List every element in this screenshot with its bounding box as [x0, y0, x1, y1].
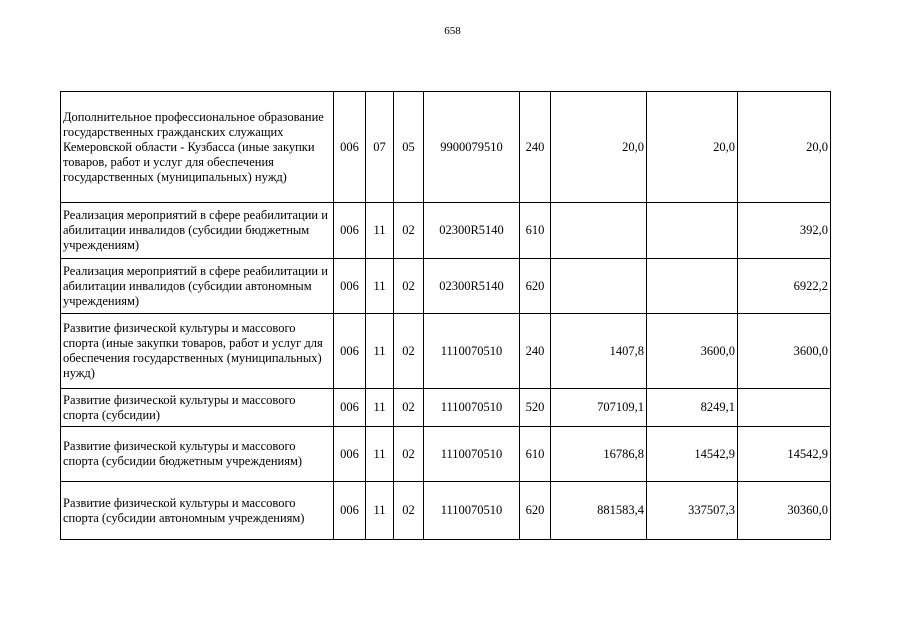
row-name: Развитие физической культуры и массового спорта (субсидии)	[61, 389, 334, 427]
subsection-code: 02	[394, 259, 424, 314]
target-article-code: 02300R5140	[424, 259, 520, 314]
row-name: Дополнительное профессиональное образование государственных гражданских служащих Кемеровской области - Кузбасса (иные закупки товаров, работ и услуг для обеспечения государственных (муниципальных) нужд)	[61, 92, 334, 203]
page-number: 658	[444, 25, 461, 37]
target-article-code: 1110070510	[424, 389, 520, 427]
amount-2	[647, 259, 738, 314]
section-code: 07	[366, 92, 394, 203]
amount-3: 6922,2	[738, 259, 831, 314]
amount-1	[551, 259, 647, 314]
expense-type-code: 610	[520, 427, 551, 482]
budget-table	[60, 91, 831, 540]
target-article-code: 9900079510	[424, 92, 520, 203]
amount-2: 14542,9	[647, 427, 738, 482]
amount-1: 20,0	[551, 92, 647, 203]
amount-1: 881583,4	[551, 482, 647, 540]
section-code: 11	[366, 259, 394, 314]
section-code: 11	[366, 203, 394, 259]
amount-3: 392,0	[738, 203, 831, 259]
amount-2	[647, 203, 738, 259]
ministry-code: 006	[334, 389, 366, 427]
table-row	[61, 314, 831, 389]
table-row	[61, 259, 831, 314]
table-row	[61, 427, 831, 482]
section-code: 11	[366, 427, 394, 482]
expense-type-code: 520	[520, 389, 551, 427]
expense-type-code: 620	[520, 259, 551, 314]
subsection-code: 02	[394, 314, 424, 389]
ministry-code: 006	[334, 482, 366, 540]
target-article-code: 1110070510	[424, 482, 520, 540]
subsection-code: 02	[394, 427, 424, 482]
amount-3: 30360,0	[738, 482, 831, 540]
amount-3: 20,0	[738, 92, 831, 203]
section-code: 11	[366, 482, 394, 540]
table-row	[61, 203, 831, 259]
expense-type-code: 240	[520, 314, 551, 389]
amount-2: 337507,3	[647, 482, 738, 540]
amount-3: 3600,0	[738, 314, 831, 389]
target-article-code: 1110070510	[424, 314, 520, 389]
target-article-code: 1110070510	[424, 427, 520, 482]
amount-1: 16786,8	[551, 427, 647, 482]
ministry-code: 006	[334, 259, 366, 314]
expense-type-code: 240	[520, 92, 551, 203]
table-row	[61, 389, 831, 427]
amount-3: 14542,9	[738, 427, 831, 482]
ministry-code: 006	[334, 203, 366, 259]
subsection-code: 02	[394, 482, 424, 540]
section-code: 11	[366, 314, 394, 389]
row-name: Реализация мероприятий в сфере реабилитации и абилитации инвалидов (субсидии автономным учреждениям)	[61, 259, 334, 314]
target-article-code: 02300R5140	[424, 203, 520, 259]
section-code: 11	[366, 389, 394, 427]
amount-3	[738, 389, 831, 427]
row-name: Развитие физической культуры и массового спорта (субсидии автономным учреждениям)	[61, 482, 334, 540]
subsection-code: 02	[394, 389, 424, 427]
amount-1: 1407,8	[551, 314, 647, 389]
ministry-code: 006	[334, 92, 366, 203]
subsection-code: 05	[394, 92, 424, 203]
expense-type-code: 620	[520, 482, 551, 540]
ministry-code: 006	[334, 427, 366, 482]
amount-2: 3600,0	[647, 314, 738, 389]
amount-2: 20,0	[647, 92, 738, 203]
amount-1	[551, 203, 647, 259]
subsection-code: 02	[394, 203, 424, 259]
row-name: Развитие физической культуры и массового спорта (иные закупки товаров, работ и услуг для обеспечения государственных (муниципальных) нужд)	[61, 314, 334, 389]
amount-1: 707109,1	[551, 389, 647, 427]
amount-2: 8249,1	[647, 389, 738, 427]
expense-type-code: 610	[520, 203, 551, 259]
row-name: Реализация мероприятий в сфере реабилитации и абилитации инвалидов (субсидии бюджетным учреждениям)	[61, 203, 334, 259]
ministry-code: 006	[334, 314, 366, 389]
table-row	[61, 92, 831, 203]
row-name: Развитие физической культуры и массового спорта (субсидии бюджетным учреждениям)	[61, 427, 334, 482]
table-row	[61, 482, 831, 540]
